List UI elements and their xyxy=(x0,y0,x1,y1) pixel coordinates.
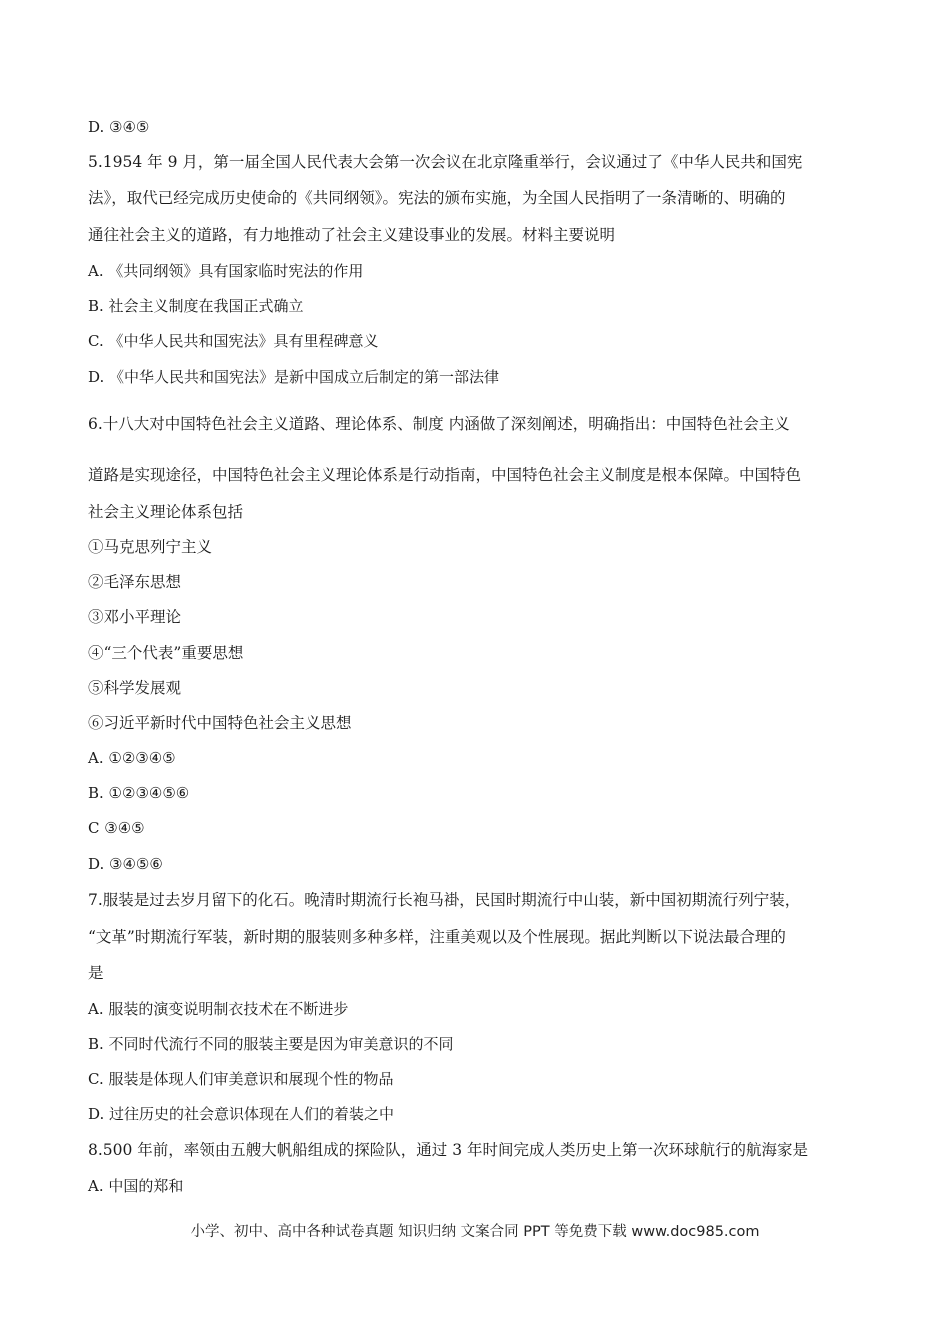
q5-stem-line-2: 法》，取代已经完成历史使命的《共同纲领》。宪法的颁布实施，为全国人民指明了一条清晰的、明确的 xyxy=(88,189,786,207)
q7-stem-line-1: 7.服装是过去岁月留下的化石。晚清时期流行长袍马褂，民国时期流行中山装，新中国初期流行列宁装， xyxy=(88,891,801,909)
q6-stem-line-3: 社会主义理论体系包括 xyxy=(88,503,244,521)
q5-option-b: B. 社会主义制度在我国正式确立 xyxy=(88,297,304,315)
q7-stem-line-2: “文革”时期流行军装，新时期的服装则多种多样，注重美观以及个性展现。据此判断以下说法最合理的 xyxy=(88,928,786,946)
q6-item-2: ②毛泽东思想 xyxy=(88,573,182,591)
q6-item-4: ④“三个代表”重要思想 xyxy=(88,644,244,662)
q7-option-a: A. 服装的演变说明制衣技术在不断进步 xyxy=(88,1000,349,1018)
q5-stem-line-3: 通往社会主义的道路，有力地推动了社会主义建设事业的发展。材料主要说明 xyxy=(88,226,616,244)
q6-item-6: ⑥习近平新时代中国特色社会主义思想 xyxy=(88,714,352,732)
q6-item-1: ①马克思列宁主义 xyxy=(88,538,213,556)
q5-option-d: D. 《中华人民共和国宪法》是新中国成立后制定的第一部法律 xyxy=(88,368,500,386)
q5-stem-line-1: 5.1954 年 9 月，第一届全国人民代表大会第一次会议在北京隆重举行，会议通过了《中华人民共和国宪 xyxy=(88,153,803,171)
q7-stem-line-3: 是 xyxy=(88,964,104,982)
q7-option-c: C. 服装是体现人们审美意识和展现个性的物品 xyxy=(88,1070,394,1088)
q6-option-c: C ③④⑤ xyxy=(88,819,145,837)
q7-option-b: B. 不同时代流行不同的服装主要是因为审美意识的不同 xyxy=(88,1035,454,1053)
q5-option-a: A. 《共同纲领》具有国家临时宪法的作用 xyxy=(88,262,364,280)
q6-option-d: D. ③④⑤⑥ xyxy=(88,855,163,873)
q5-option-c: C. 《中华人民共和国宪法》具有里程碑意义 xyxy=(88,332,379,350)
q6-stem-line-1: 6.十八大对中国特色社会主义道路、理论体系、制度 内涵做了深刻阐述，明确指出：中国特色社会主义 xyxy=(88,415,790,433)
q4-option-d: D. ③④⑤ xyxy=(88,118,150,136)
q8-stem-line-1: 8.500 年前，率领由五艘大帆船组成的探险队，通过 3 年时间完成人类历史上第一次环球航行的航海家是 xyxy=(88,1141,809,1159)
footer-banner: 小学、初中、高中各种试卷真题 知识归纳 文案合同 PPT 等免费下载 www.doc985.com xyxy=(190,1224,760,1240)
q6-option-b: B. ①②③④⑤⑥ xyxy=(88,784,190,802)
q6-stem-line-2: 道路是实现途径，中国特色社会主义理论体系是行动指南，中国特色社会主义制度是根本保障。中国特色 xyxy=(88,466,802,484)
q6-item-5: ⑤科学发展观 xyxy=(88,679,182,697)
q8-option-a: A. 中国的郑和 xyxy=(88,1177,184,1195)
q7-option-d: D. 过往历史的社会意识体现在人们的着装之中 xyxy=(88,1105,395,1123)
q6-option-a: A. ①②③④⑤ xyxy=(88,749,176,767)
q6-item-3: ③邓小平理论 xyxy=(88,608,182,626)
